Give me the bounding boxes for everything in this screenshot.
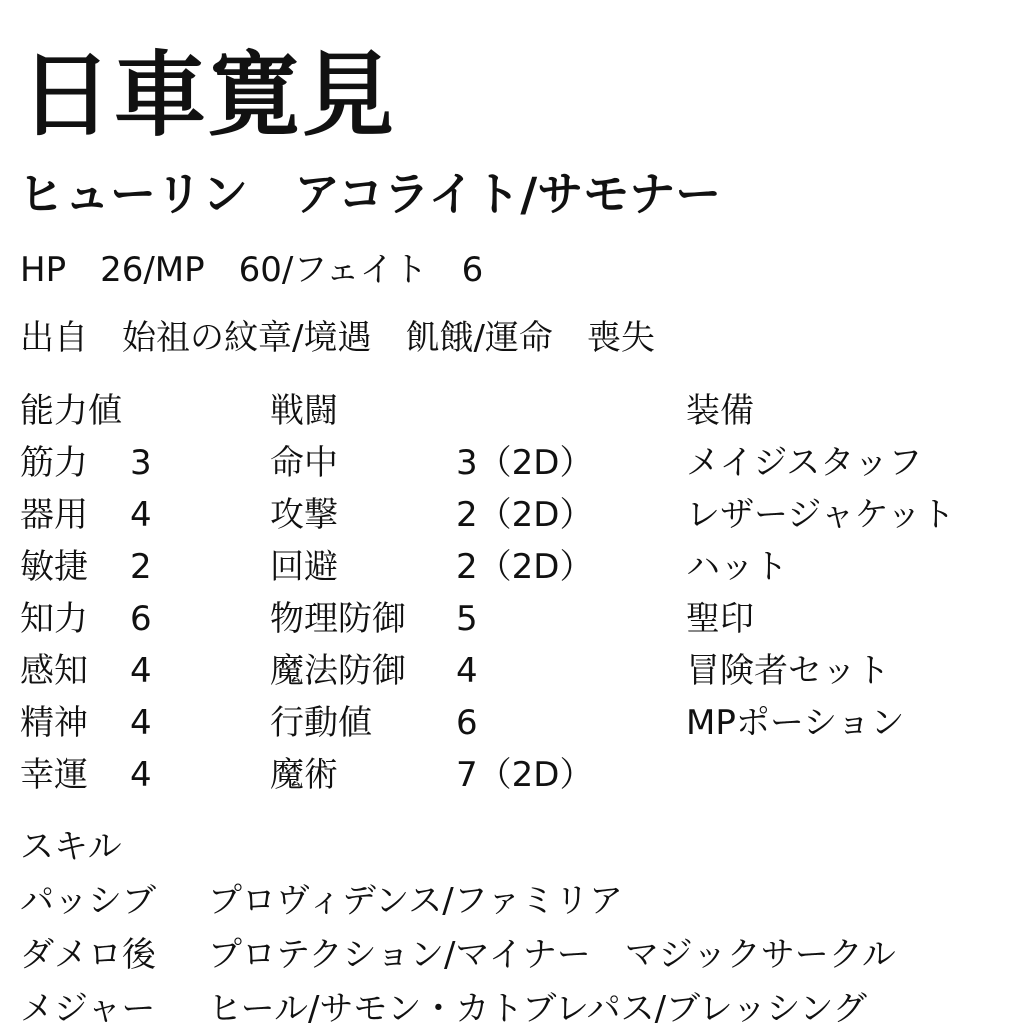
ability-row (20, 646, 250, 698)
ability-value: 4 (130, 755, 152, 795)
combat-label: 命中 (270, 443, 338, 483)
combat-header: 戦闘 (270, 391, 338, 431)
combat-value: 7（2D） (456, 755, 594, 795)
race-class-line: ヒューリン アコライト/サモナー (18, 167, 722, 221)
equipment-item: 聖印 (686, 599, 754, 639)
ability-label: 筋力 (20, 443, 88, 483)
skill-list: ヒール/サモン・カトブレパス/ブレッシング (208, 989, 867, 1029)
equipment-section (686, 386, 1016, 750)
skill-timing: メジャー (20, 989, 156, 1029)
ability-row (20, 594, 250, 646)
combat-label: 回避 (270, 547, 338, 587)
ability-row (20, 438, 250, 490)
equipment-item: メイジスタッフ (686, 443, 923, 483)
combat-value: 3（2D） (456, 443, 594, 483)
combat-row (270, 594, 670, 646)
abilities-header: 能力値 (20, 391, 122, 431)
skills-header: スキル (20, 827, 122, 867)
combat-label: 物理防御 (270, 599, 406, 639)
combat-label: 魔法防御 (270, 651, 406, 691)
combat-value: 6 (456, 703, 478, 743)
ability-value: 4 (130, 651, 152, 691)
ability-value: 6 (130, 599, 152, 639)
combat-row (270, 646, 670, 698)
combat-row (270, 438, 670, 490)
ability-row (20, 698, 250, 750)
abilities-section (20, 386, 250, 802)
combat-value: 2（2D） (456, 495, 594, 535)
ability-value: 4 (130, 703, 152, 743)
skill-row (20, 874, 896, 928)
combat-row (270, 490, 670, 542)
hp-mp-fate-line: HP 26/MP 60/フェイト 6 (20, 250, 484, 290)
character-name: 日車寛見 (20, 42, 397, 149)
equipment-item: ハット (686, 547, 788, 587)
combat-value: 4 (456, 651, 478, 691)
combat-value: 2（2D） (456, 547, 594, 587)
ability-row (20, 750, 250, 802)
combat-section (270, 386, 670, 802)
skill-list: プロヴィデンス/ファミリア (208, 881, 624, 921)
skills-section (20, 820, 896, 1036)
skill-list: プロテクション/マイナー マジックサークル (208, 935, 896, 975)
ability-label: 幸運 (20, 755, 88, 795)
combat-row (270, 698, 670, 750)
skill-row (20, 982, 896, 1036)
ability-label: 知力 (20, 599, 88, 639)
ability-value: 4 (130, 495, 152, 535)
skill-timing: パッシブ (20, 881, 156, 921)
combat-label: 行動値 (270, 703, 372, 743)
skill-row (20, 928, 896, 982)
combat-label: 攻撃 (270, 495, 338, 535)
equipment-item: MPポーション (686, 703, 905, 743)
combat-value: 5 (456, 599, 478, 639)
ability-label: 精神 (20, 703, 88, 743)
equipment-header: 装備 (686, 391, 754, 431)
ability-label: 敏捷 (20, 547, 88, 587)
ability-label: 器用 (20, 495, 88, 535)
ability-value: 3 (130, 443, 152, 483)
equipment-item: レザージャケット (686, 495, 955, 535)
combat-label: 魔術 (270, 755, 338, 795)
combat-row (270, 542, 670, 594)
equipment-item: 冒険者セット (686, 651, 890, 691)
skill-timing: ダメロ後 (20, 935, 156, 975)
ability-label: 感知 (20, 651, 88, 691)
ability-row (20, 542, 250, 594)
origin-line: 出自 始祖の紋章/境遇 飢餓/運命 喪失 (20, 318, 655, 358)
ability-value: 2 (130, 547, 152, 587)
combat-row (270, 750, 670, 802)
ability-row (20, 490, 250, 542)
